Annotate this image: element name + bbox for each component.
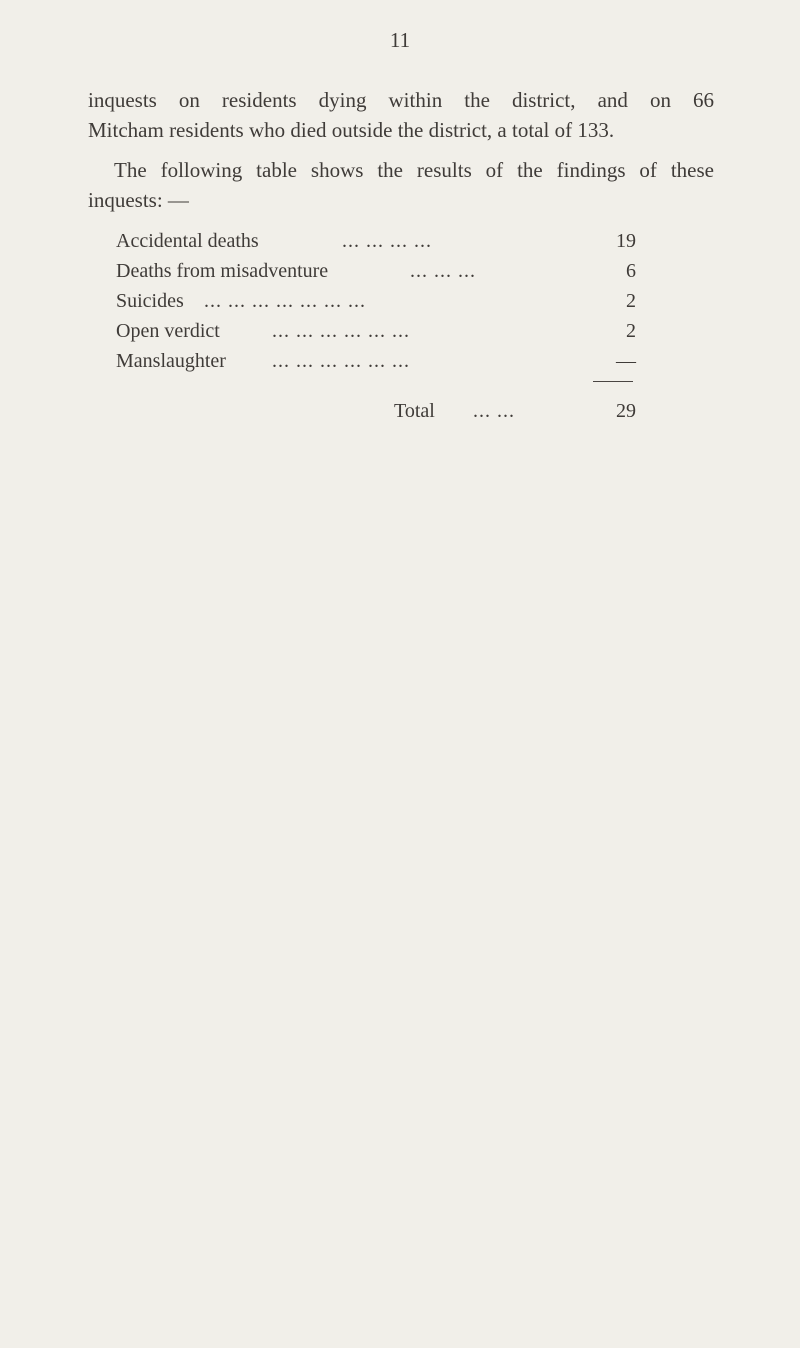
dot-leader: ... ... (473, 400, 515, 422)
table-row (116, 316, 636, 346)
total-value: 29 (616, 400, 636, 422)
dot-leader: ... ... ... ... ... ... ... (204, 290, 366, 312)
paragraph-line: inquests on residents dying within the district, and on 66 (88, 88, 714, 112)
row-value: 2 (626, 320, 636, 342)
paragraph-line: Mitcham residents who died outside the district, a total of 133. (88, 118, 615, 142)
total-label: Total (394, 400, 435, 422)
row-label: Manslaughter (116, 350, 226, 372)
dot-leader: ... ... ... ... (342, 230, 432, 252)
total-rule (593, 381, 633, 382)
row-label: Suicides (116, 290, 184, 312)
page-number: 11 (389, 28, 411, 52)
dot-leader: ... ... ... ... ... ... (272, 320, 410, 342)
table-row (116, 346, 636, 376)
dot-leader: ... ... ... (410, 260, 476, 282)
row-value: 2 (626, 290, 636, 312)
intro-paragraph (88, 85, 714, 145)
table-row (116, 286, 636, 316)
row-value: 6 (626, 260, 636, 282)
row-label: Open verdict (116, 320, 220, 342)
table-row (116, 256, 636, 286)
dot-leader: ... ... ... ... ... ... (272, 350, 410, 372)
inquest-findings-table (116, 226, 636, 376)
table-intro-paragraph (88, 155, 714, 215)
total-row (116, 396, 636, 426)
table-row (116, 226, 636, 256)
row-value: 19 (616, 230, 636, 252)
row-label: Deaths from misadventure (116, 260, 329, 282)
paragraph-line: inquests: — (88, 188, 189, 212)
row-label: Accidental deaths (116, 230, 259, 252)
paragraph-line: The following table shows the results of the findings of these (114, 158, 714, 182)
row-value: — (616, 350, 636, 372)
